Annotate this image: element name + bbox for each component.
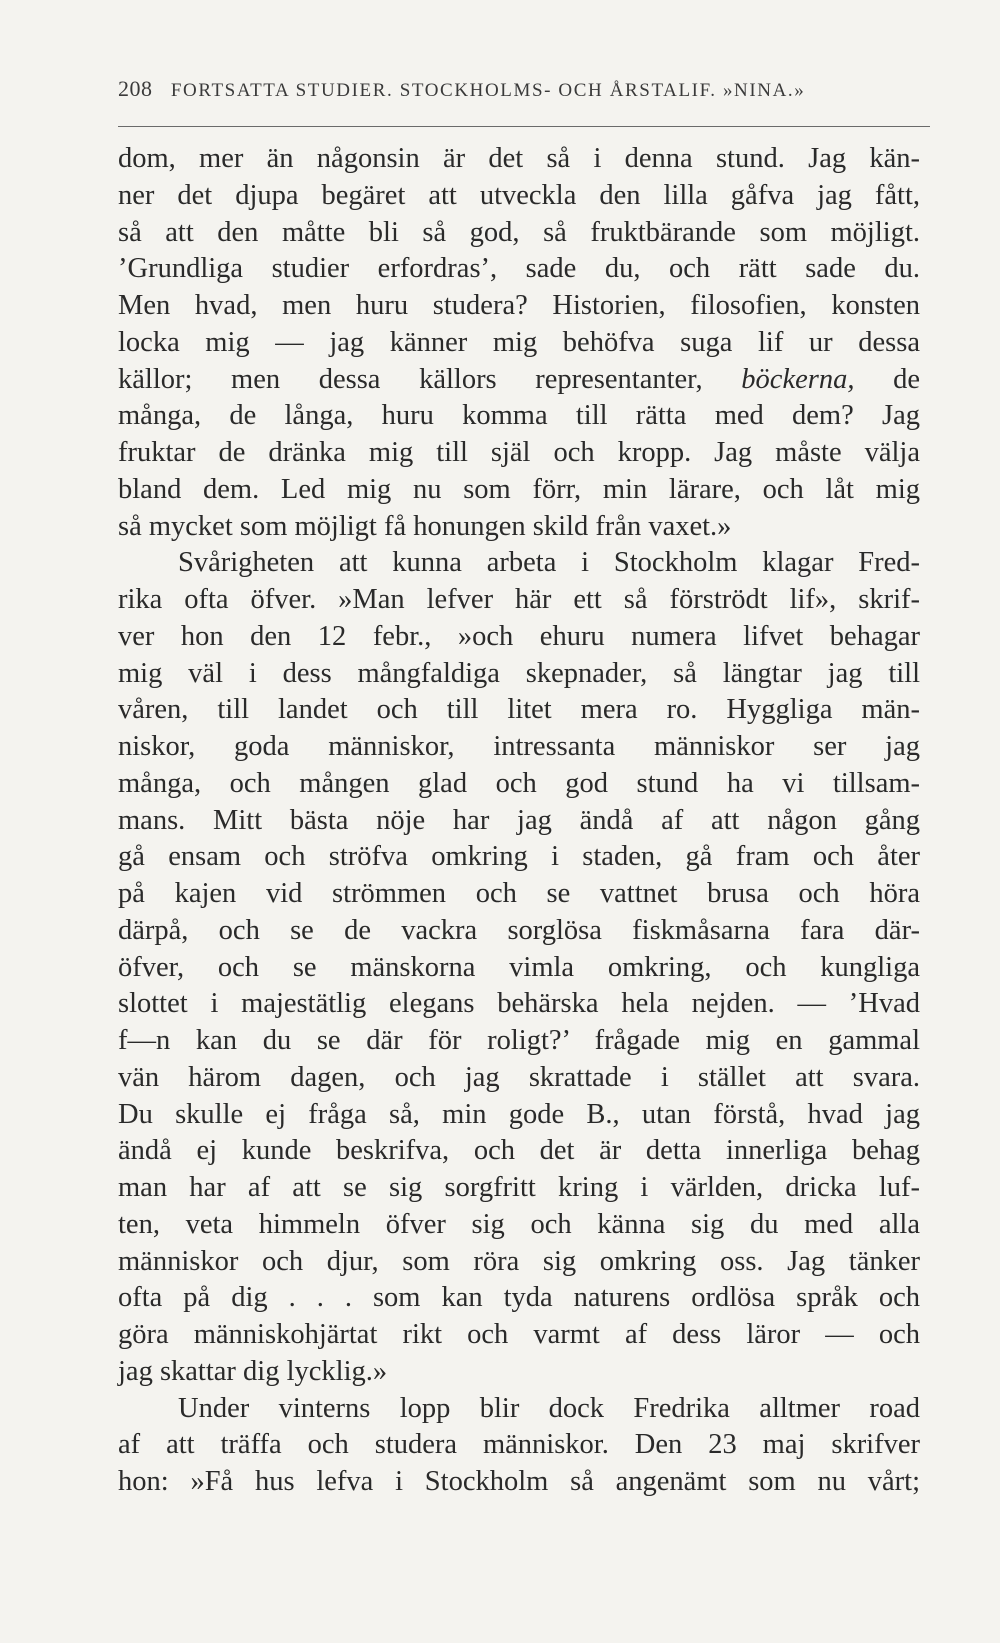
body-text [118, 141, 920, 1501]
text-line: Du skulle ej fråga så, min gode B., utan förstå, hvad jag [118, 1098, 920, 1130]
text-line: ten, veta himmeln öfver sig och känna sig du med alla [118, 1208, 920, 1240]
text-line: Men hvad, men huru studera? Historien, filosofien, konsten [118, 290, 920, 321]
paragraph-start-line: Under vinterns lopp blir dock Fredrika alltmer road [178, 1392, 920, 1424]
running-header [118, 76, 930, 102]
text-line: ver hon den 12 febr., »och ehuru numera lifvet behagar [118, 620, 920, 652]
text-line: därpå, och se de vackra sorglösa fiskmåsarna fara där- [118, 914, 920, 946]
text-line: ner det djupa begäret att utveckla den lilla gåfva jag fått, [118, 179, 920, 211]
text-line: slottet i majestätlig elegans behärska hela nejden. — ’Hvad [118, 988, 920, 1020]
text-line: ofta på dig . . . som kan tyda naturens ordlösa språk och [118, 1282, 920, 1314]
header-rule [118, 126, 930, 127]
text-line: rika ofta öfver. »Man lefver här ett så förströdt lif», skrif- [118, 584, 920, 615]
text-line: bland dem. Led mig nu som förr, min lärare, och låt mig [118, 473, 920, 505]
text-line: gå ensam och ströfva omkring i staden, gå fram och åter [118, 841, 920, 873]
text-line-with-italic [118, 362, 920, 399]
page-number: 208 [118, 76, 153, 101]
text-line: fruktar de dränka mig till själ och kropp. Jag måste välja [118, 437, 920, 468]
text-line: jag skattar dig lycklig.» [118, 1355, 388, 1387]
text-line: många, och mången glad och god stund ha vi tillsam- [118, 767, 920, 799]
text-line: niskor, goda människor, intressanta människor ser jag [118, 731, 920, 762]
text-line: af att träffa och studera människor. Den 23 maj skrifver [118, 1429, 920, 1461]
text-line: man har af att se sig sorgfritt kring i världen, dricka luf- [118, 1172, 920, 1203]
text-line: dom, mer än någonsin är det så i denna stund. Jag kän- [118, 143, 920, 174]
text-line: öfver, och se mänskorna vimla omkring, och kungliga [118, 951, 920, 983]
text-line: mig väl i dess mångfaldiga skepnader, så längtar jag till [118, 657, 920, 689]
text-line: ’Grundliga studier erfordras’, sade du, och rätt sade du. [118, 253, 920, 285]
text-line: ändå ej kunde beskrifva, och det är detta innerliga behag [118, 1135, 920, 1167]
text-line: locka mig — jag känner mig behöfva suga lif ur dessa [118, 326, 920, 358]
italic-word: böckerna, [741, 363, 855, 395]
text-line: f—n kan du se där för roligt?’ frågade mig en gammal [118, 1025, 920, 1056]
text-line: på kajen vid strömmen och se vattnet brusa och höra [118, 878, 920, 909]
text-line: våren, till landet och till litet mera ro. Hyggliga män- [118, 694, 920, 726]
text-line: många, de långa, huru komma till rätta med dem? Jag [118, 400, 920, 432]
text-line: människor och djur, som röra sig omkring oss. Jag tänker [118, 1245, 920, 1277]
text-line: så att den måtte bli så god, så fruktbärande som möjligt. [118, 216, 920, 248]
text-line: hon: »Få hus lefva i Stockholm så angenämt som nu vårt; [118, 1466, 920, 1497]
text-line: göra människohjärtat rikt och varmt af dess läror — och [118, 1319, 920, 1350]
text-line: mans. Mitt bästa nöje har jag ändå af att någon gång [118, 804, 920, 836]
text-segment: källor; men dessa källors representanter, [118, 363, 703, 395]
text-segment: de [893, 363, 921, 395]
text-line: vän härom dagen, och jag skrattade i stället att svara. [118, 1061, 920, 1093]
paragraph-start-line: Svårigheten att kunna arbeta i Stockholm klagar Fred- [178, 547, 920, 579]
running-title: FORTSATTA STUDIER. STOCKHOLMS- OCH ÅRSTALIF. »NINA.» [170, 80, 806, 101]
text-line: så mycket som möjligt få honungen skild från vaxet.» [118, 510, 732, 542]
